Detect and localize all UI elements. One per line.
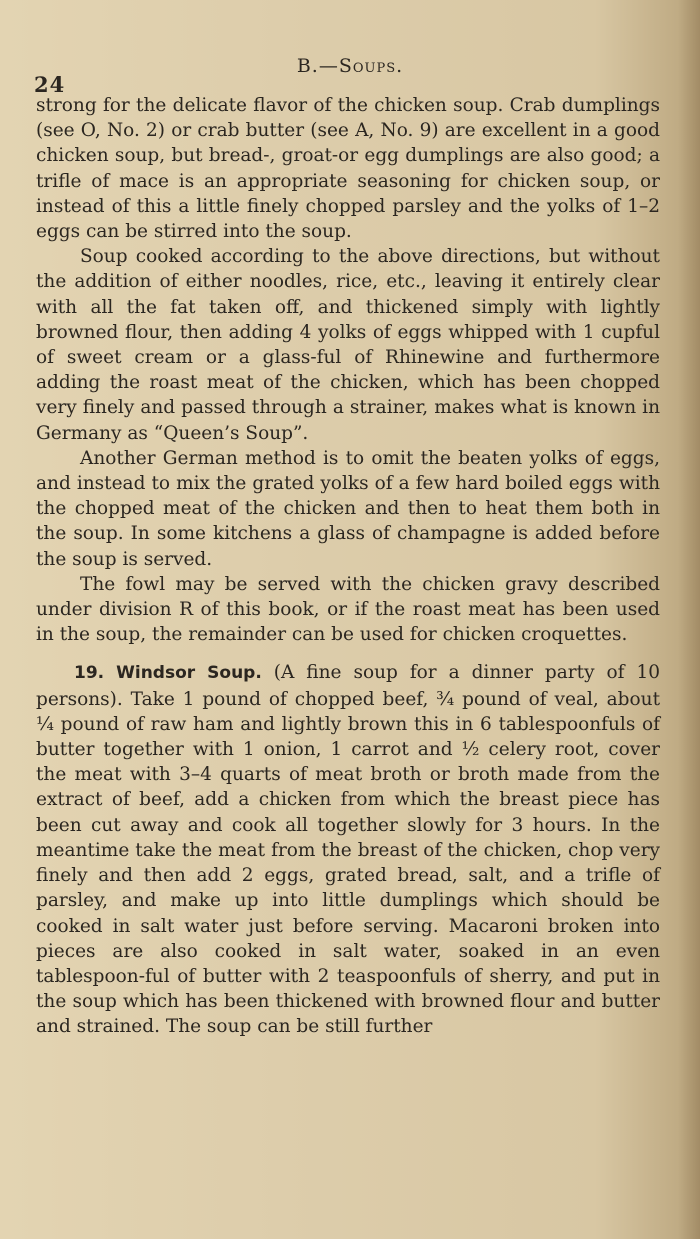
paragraph-german-method: Another German method is to omit the beaten yolks of eggs, and instead to mix the grated yolks of a few hard boiled eggs with the chopped meat of the chicken and then to heat them both in the soup. In some kitchens a glass of champagne is added before the soup is served. <box>36 447 660 570</box>
running-head: B.—Soups. <box>296 55 404 77</box>
body-text <box>36 93 660 1040</box>
paragraph-queens-soup: Soup cooked according to the above directions, but without the addition of either noodles, rice, etc., leaving it entirely clear with all the fat taken off, and thickened simply with lightly browned flour, then adding 4 yolks of eggs whipped with 1 cupful of sweet cream or a glass-ful of Rhinewine and furthermore adding the roast meat of the chicken, which has been chopped very finely and passed through a strainer, makes what is known in Germany as “Queen’s Soup”. <box>36 246 660 444</box>
paragraph-fowl-serving: The fowl may be served with the chicken gravy described under division R of this book, or if the roast meat has been used in the soup, the remainder can be used for chicken croquettes. <box>36 573 660 646</box>
recipe-title: 19. Windsor Soup. <box>74 663 262 684</box>
paragraph-continued: strong for the delicate flavor of the chicken soup. Crab dumplings (see O, No. 2) or crab butter (see A, No. 9) are excellent in a good chicken soup, but bread-, groat-or egg dumplings are also good; a trifle of mace is an appropriate seasoning for chicken soup, or instead of this a little finely chopped parsley and the yolks of 1–2 eggs can be stirred into the soup. <box>36 95 660 243</box>
page-number: 24 <box>34 72 66 97</box>
recipe-text: (A fine soup for a dinner party of 10 persons). Take 1 pound of chopped beef, ¾ pound of veal, about ¼ pound of raw ham and lightly brown this in 6 tablespoonfuls of butter together with 1 onion, 1 carrot and ½ celery root, cover the meat with 3–4 quarts of meat broth or broth made from the extract of beef, add a chicken from which the breast piece has been cut away and cook all together slowly for 3 hours. In the meantime take the meat from the breast of the chicken, chop very finely and then add 2 eggs, grated bread, salt, and a trifle of parsley, and make up into little dumplings which should be cooked in salt water just before serving. Macaroni broken into pieces are also cooked in salt water, soaked in an even tablespoon-ful of butter with 2 teaspoonfuls of sherry, and put in the soup which has been thickened with browned flour and butter and strained. The soup can be still further <box>36 662 660 1038</box>
recipe-windsor-soup <box>36 660 660 1039</box>
